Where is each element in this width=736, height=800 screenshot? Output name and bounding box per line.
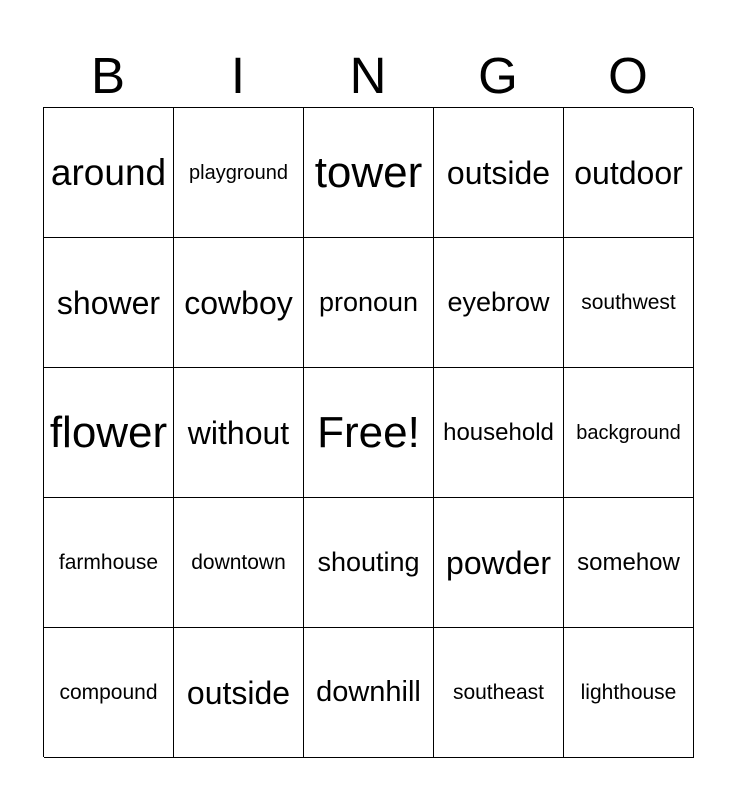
bingo-cell[interactable]: lighthouse [564, 628, 694, 758]
bingo-cell[interactable]: downhill [304, 628, 434, 758]
bingo-cell[interactable]: around [44, 108, 174, 238]
bingo-cell[interactable]: pronoun [304, 238, 434, 368]
bingo-cell[interactable]: powder [434, 498, 564, 628]
bingo-cell[interactable]: playground [174, 108, 304, 238]
bingo-cell[interactable]: tower [304, 108, 434, 238]
bingo-card-grid [43, 107, 693, 757]
bingo-cell[interactable]: eyebrow [434, 238, 564, 368]
bingo-cell[interactable]: compound [44, 628, 174, 758]
free-space-cell[interactable]: Free! [304, 368, 434, 498]
bingo-cell[interactable]: cowboy [174, 238, 304, 368]
bingo-header [43, 44, 693, 106]
header-letter-g: G [478, 46, 518, 104]
header-letter-i: I [230, 46, 246, 104]
bingo-cell[interactable]: farmhouse [44, 498, 174, 628]
bingo-cell[interactable]: outside [434, 108, 564, 238]
bingo-cell[interactable]: outside [174, 628, 304, 758]
header-letter-n: N [349, 46, 387, 104]
bingo-cell[interactable]: shower [44, 238, 174, 368]
header-letter-b: B [90, 46, 126, 104]
bingo-cell[interactable]: background [564, 368, 694, 498]
bingo-cell[interactable]: outdoor [564, 108, 694, 238]
header-letter-o: O [608, 46, 648, 104]
bingo-cell[interactable]: without [174, 368, 304, 498]
bingo-cell[interactable]: shouting [304, 498, 434, 628]
bingo-cell[interactable]: southwest [564, 238, 694, 368]
bingo-cell[interactable]: southeast [434, 628, 564, 758]
bingo-cell[interactable]: flower [44, 368, 174, 498]
bingo-cell[interactable]: somehow [564, 498, 694, 628]
bingo-cell[interactable]: downtown [174, 498, 304, 628]
bingo-cell[interactable]: household [434, 368, 564, 498]
